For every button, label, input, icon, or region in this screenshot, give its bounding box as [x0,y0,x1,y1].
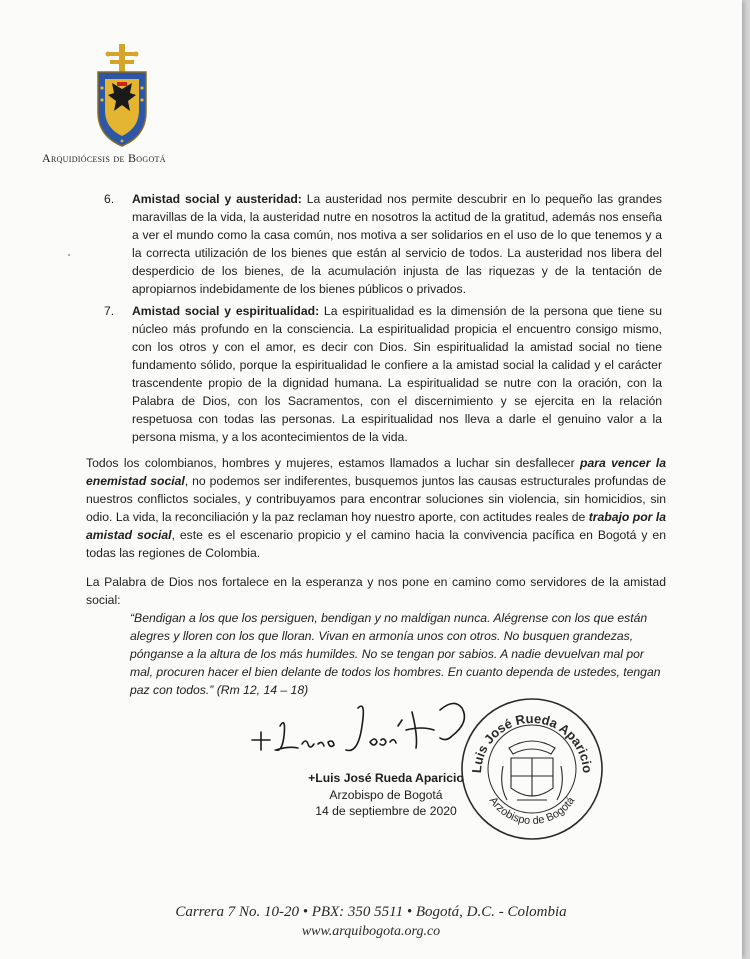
item-number: 7. [104,304,115,318]
signer-role: Arzobispo de Bogotá [329,787,443,802]
emphasis-text: para vencer la enemistad social [86,456,666,488]
scan-speck [68,254,70,256]
episcopal-seal-stamp [459,696,604,841]
paragraph-text: , no podemos ser indiferentes, busquemos juntos las causas estructurales profundas de nuestros conflictos sociales, y contribuyamos para encontrar soluciones sin violencia, sin homicidios, sin odio. La vida, la reconciliación y la paz reclaman hoy nuestro aporte, con actitudes reales de [86,474,666,524]
archdiocese-crest-icon [96,44,148,148]
item-text: La espiritualidad es la dimensión de la persona que tiene su núcleo más profundo en la consciencia. La espiritualidad propicia el encuentro consigo mismo, con los otros y con el amor, es decir con Dios. Sin espiritualidad la amistad social no tiene fundamento sólido, porque la espiritualidad le confiere a la amistad social la calidad y el carácter trascendente propio de la dignidad humana. La espiritualidad se nutre con la oración, con la Palabra de Dios, con los Sacramentos, con el discernimiento y se ejercita en la relación respetuosa con todas las personas. La espiritualidad nos lleva a darle el genuino valor a la persona misma, y a los acontecimientos de la vida. [132,304,662,444]
item-title: Amistad social y austeridad: [132,192,302,206]
scripture-quote: “Bendigan a los que los persiguen, bendigan y no maldigan nunca. Alégrense con los que están alegres y lloren con los que lloran. Vivan en armonía unos con otros. No busquen grandezas, pónganse a la altura de los más humildes. No se tengan por sabios. A nadie devuelvan mal por mal, procuren hacer el bien delante de todos los hombres. En cuanto dependa de ustedes, tengan paz con todos.” (Rm 12, 14 – 18) [130,611,661,697]
paragraph-text: Todos los colombianos, hombres y mujeres, estamos llamados a luchar sin desfallecer [86,456,581,470]
signer-name: +Luis José Rueda Aparicio [308,771,464,785]
footer-address: Carrera 7 No. 10-20 • PBX: 350 5511 • Bogotá, D.C. - Colombia [175,904,567,920]
item-number: 6. [104,192,115,206]
paragraph-word-of-god: La Palabra de Dios nos fortalece en la esperanza y nos pone en camino como servidores de la amistad social: [86,575,666,607]
list-item [104,302,662,446]
stamp-bottom-text: Arzobispo de Bogotá [486,794,578,828]
paragraph-text: , este es el escenario propicio y el camino hacia la convivencia pacífica en Bogotá y en todas las regiones de Colombia. [86,528,666,560]
numbered-list [104,190,662,450]
signature-date: 14 de septiembre de 2020 [315,804,457,818]
stamp-top-text: Luis José Rueda Aparicio [468,710,596,774]
emphasis-text: trabajo por la amistad social [86,510,666,542]
footer-website: www.arquibogota.org.co [301,924,441,939]
paragraph-call-to-action [86,454,666,562]
signature-block [286,770,486,820]
item-title: Amistad social y espiritualidad: [132,304,320,318]
list-item [104,190,662,298]
item-text: La austeridad nos permite descubrir en lo pequeño las grandes maravillas de la vida, la austeridad nutre en nosotros la actitud de la gratitud, además nos enseña a ver el mundo como la casa común, nos motiva a ser solidarios en el uso de lo que tenemos y a la correcta utilización de los bienes que están al servicio de todos. La austeridad nos libera del desperdicio de los bienes, de la acumulación injusta de las riquezas y de la tentación de apropiarnos indebidamente de los bienes públicos o privados. [132,192,663,296]
handwritten-signature [240,696,495,764]
org-name: Arquidiócesis de Bogotá [42,151,166,165]
